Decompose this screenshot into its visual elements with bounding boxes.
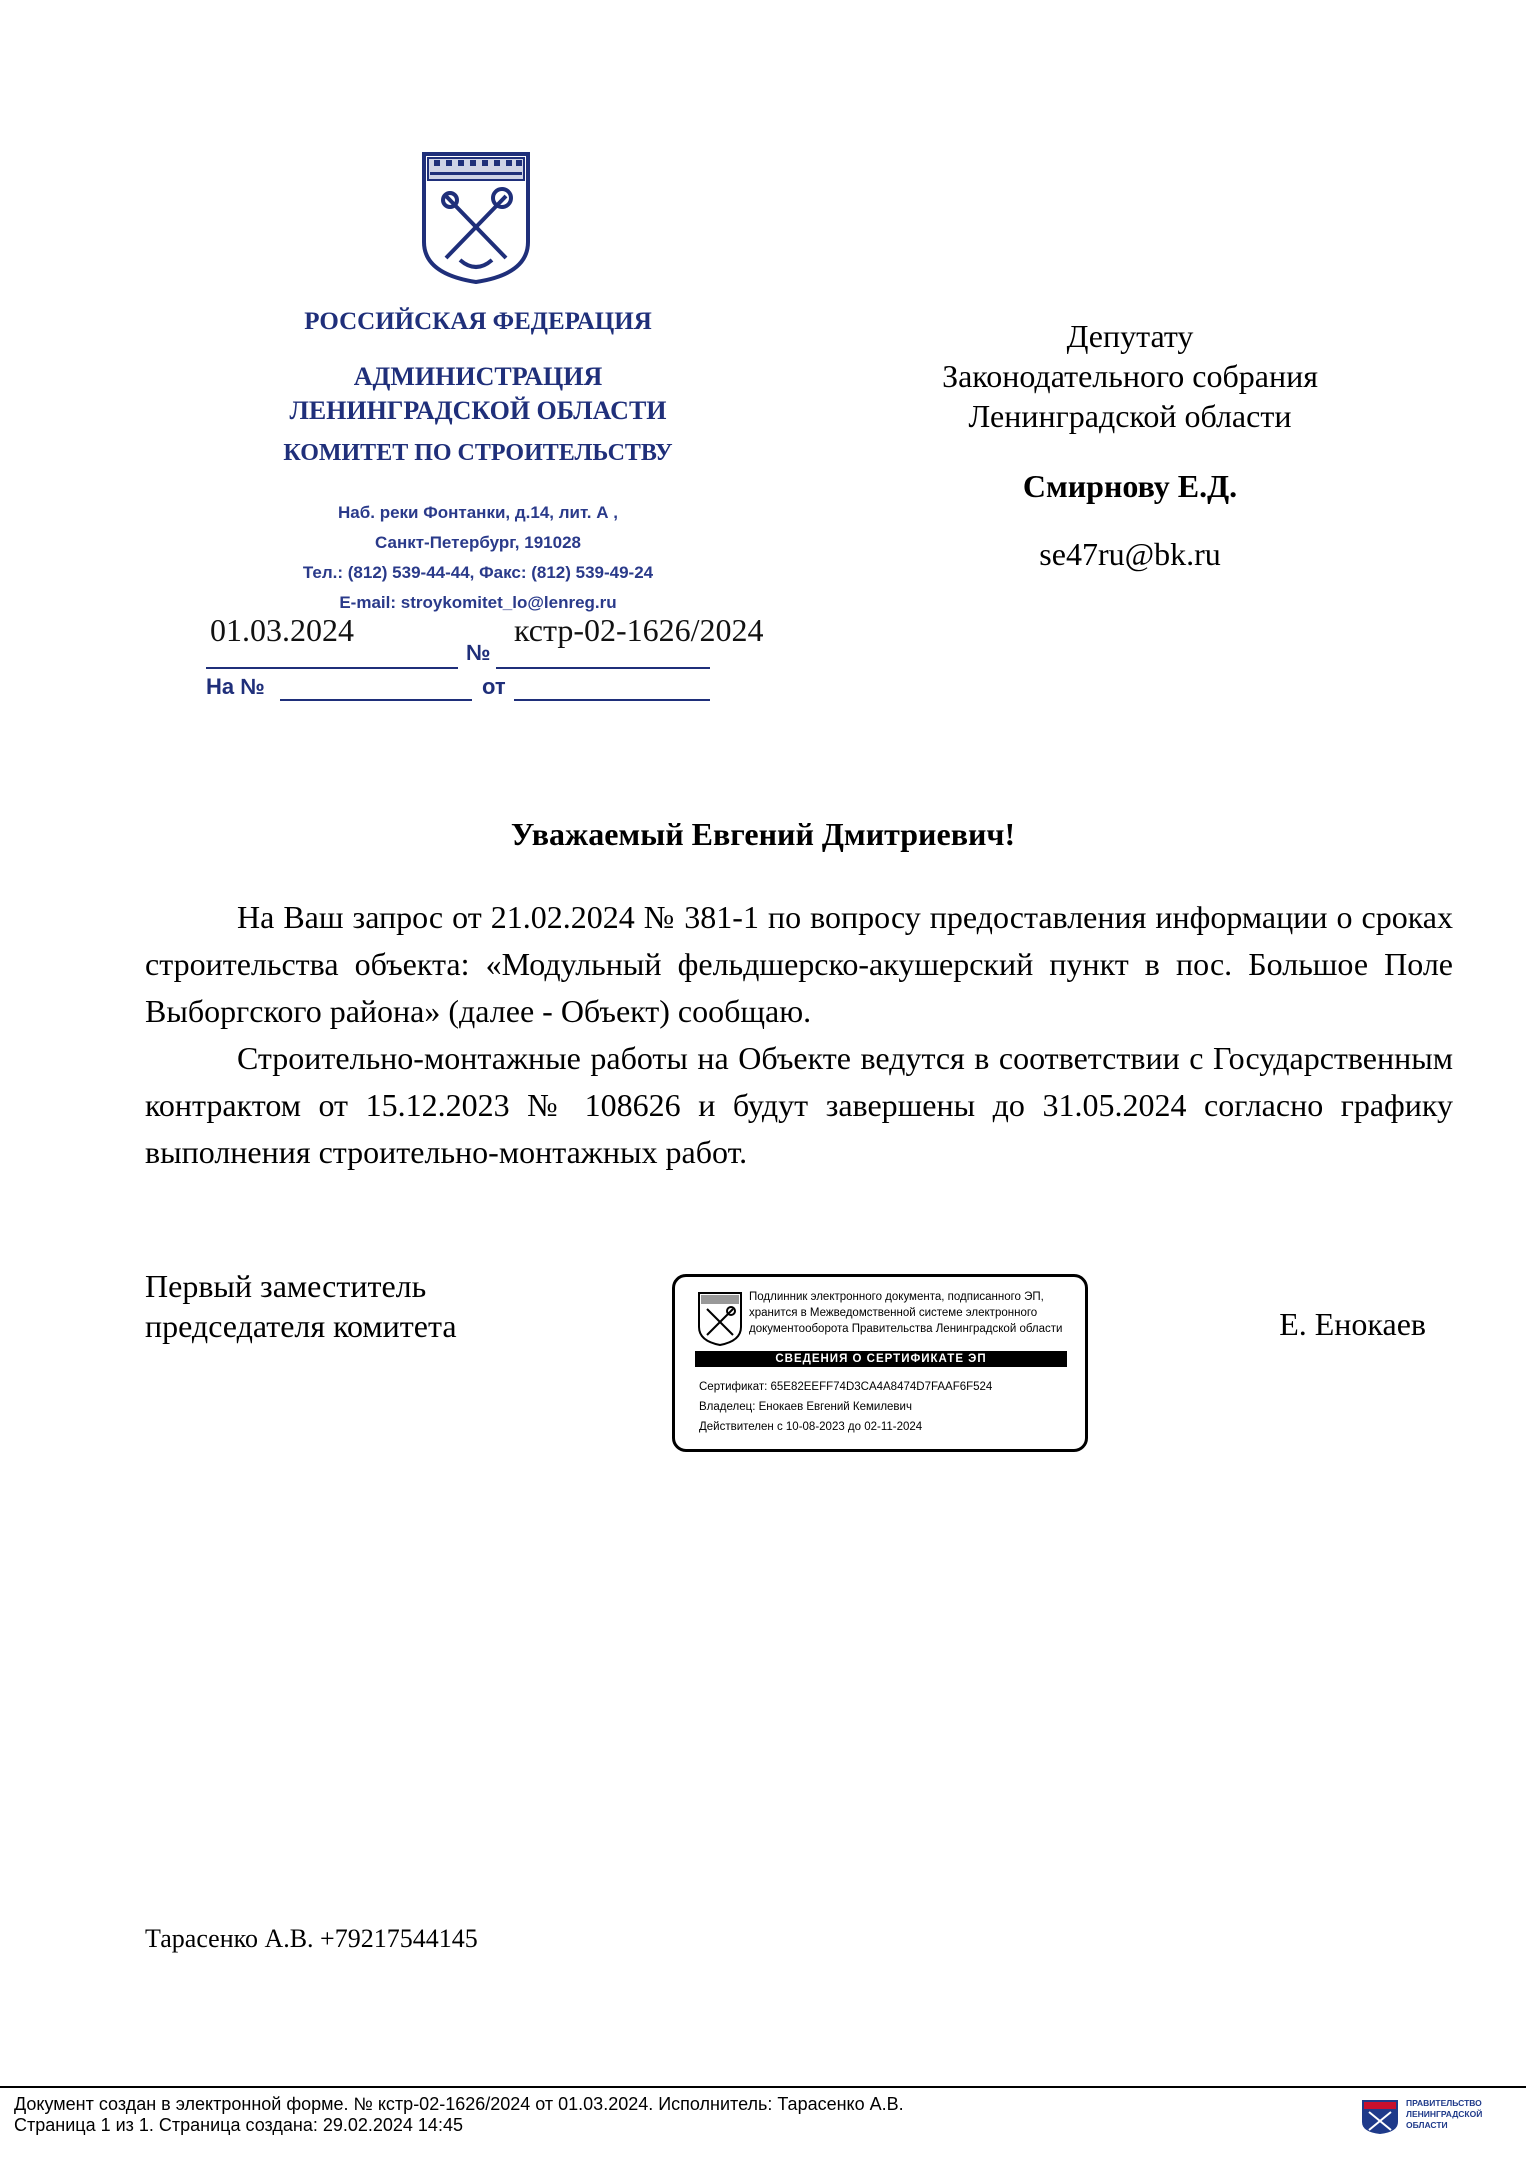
letterhead-country: РОССИЙСКАЯ ФЕДЕРАЦИЯ (304, 308, 652, 335)
signatory-position (145, 1266, 457, 1346)
footer-line1: Документ создан в электронной форме. № кстр-02-1626/2024 от 01.03.2024. Исполнитель: Тарасенко А.В. (14, 2094, 904, 2114)
stamp-text-line3: документооборота Правительства Ленинградской области (749, 1323, 1063, 1335)
reference-label: На № (206, 674, 265, 699)
letterhead-administration-line2: ЛЕНИНГРАДСКОЙ ОБЛАСТИ (289, 396, 667, 425)
reference-underline (280, 698, 472, 701)
addressee-block (890, 316, 1370, 574)
document-number: кстр-02-1626/2024 (514, 612, 764, 648)
government-emblem-icon (1360, 2098, 1400, 2136)
stamp-description (749, 1289, 1079, 1337)
document-date: 01.03.2024 (210, 612, 354, 648)
body-paragraph-1: На Ваш запрос от 21.02.2024 № 381-1 по вопросу предоставления информации о сроках строительства объекта: «Модульный фельдшерско-акушерский пункт в пос. Большое Поле Выборгского района» (далее - Объект) сообщаю. (145, 899, 1453, 1029)
number-label: № (466, 640, 491, 665)
footer-divider (0, 2086, 1526, 2088)
signatory-name: Е. Енокаев (1279, 1306, 1426, 1342)
stamp-certificate-info (699, 1377, 1079, 1437)
executor-contact: Тарасенко А.В. +79217544145 (145, 1924, 478, 1953)
addressee-line2: Законодательного собрания (942, 358, 1318, 394)
coat-of-arms-icon (420, 150, 532, 286)
letterhead-address-line1: Наб. реки Фонтанки, д.14, лит. А , (338, 503, 618, 522)
footer-line2: Страница 1 из 1. Страница создана: 29.02.2024 14:45 (14, 2115, 463, 2135)
government-logo (1360, 2094, 1526, 2144)
letterhead-email: E-mail: stroykomitet_lo@lenreg.ru (339, 593, 617, 612)
addressee-name: Смирнову Е.Д. (1022, 468, 1238, 504)
letter-body (145, 894, 1453, 1176)
letterhead-administration (188, 360, 768, 428)
letterhead-phone: Тел.: (812) 539-44-44, Факс: (812) 539-49-24 (302, 563, 654, 582)
letterhead-committee: КОМИТЕТ ПО СТРОИТЕЛЬСТВУ (283, 440, 673, 466)
signatory-position-line2: председателя комитета (145, 1308, 457, 1344)
reference-from-label: от (482, 674, 506, 699)
addressee-email: se47ru@bk.ru (1039, 536, 1221, 572)
body-paragraph-2: Строительно-монтажные работы на Объекте ведутся в соответствии с Государственным контрактом от 15.12.2023 № 108626 и будут завершены до 31.05.2024 согласно графику выполнения строительно-монтажных работ. (145, 1040, 1453, 1170)
greeting: Уважаемый Евгений Дмитриевич! (510, 816, 1016, 852)
addressee-line3: Ленинградской области (968, 398, 1292, 434)
stamp-header: СВЕДЕНИЯ О СЕРТИФИКАТЕ ЭП (695, 1351, 1067, 1367)
letterhead-address-line2: Санкт-Петербург, 191028 (375, 533, 581, 552)
stamp-text-line2: хранится в Межведомственной системе электронного (749, 1307, 1038, 1319)
gov-logo-line2: ЛЕНИНГРАДСКОЙ (1406, 2109, 1483, 2119)
reference-from-underline (514, 698, 710, 701)
gov-logo-line1: ПРАВИТЕЛЬСТВО (1406, 2098, 1482, 2108)
stamp-certificate: Сертификат: 65E82EEFF74D3CA4A8474D7FAAF6F524 (699, 1381, 993, 1393)
electronic-signature-stamp (672, 1274, 1088, 1452)
government-logo-text (1406, 2098, 1482, 2131)
stamp-emblem-icon (697, 1291, 743, 1347)
stamp-text-line1: Подлинник электронного документа, подписанного ЭП, (749, 1291, 1044, 1303)
signatory-position-line1: Первый заместитель (145, 1268, 427, 1304)
number-underline (496, 666, 710, 669)
gov-logo-line3: ОБЛАСТИ (1406, 2120, 1448, 2130)
stamp-validity: Действителен с 10-08-2023 до 02-11-2024 (699, 1421, 923, 1433)
date-underline (206, 666, 458, 669)
stamp-owner: Владелец: Енокаев Евгений Кемилевич (699, 1401, 912, 1413)
letterhead-contacts (188, 498, 768, 618)
page-footer (14, 2094, 904, 2136)
letterhead-administration-line1: АДМИНИСТРАЦИЯ (353, 362, 603, 391)
addressee-line1: Депутату (1066, 318, 1194, 354)
